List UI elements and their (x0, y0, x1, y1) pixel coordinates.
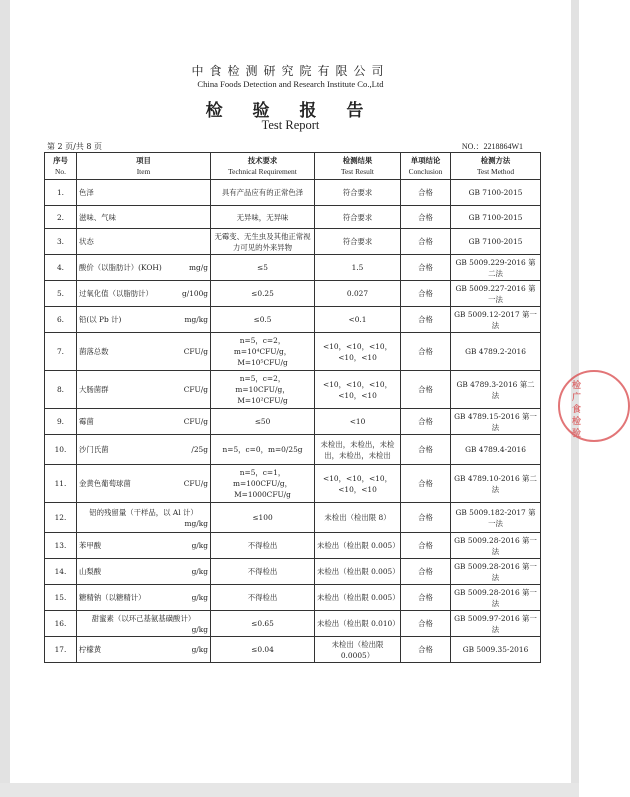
report-title-en: Test Report (261, 118, 320, 132)
page-number: 第 2 页/共 8 页 (47, 142, 103, 151)
item-name: 色泽 (79, 188, 94, 197)
cell-result: 未检出（检出限 0.005） (315, 533, 401, 559)
item-name: 菌落总数 (79, 347, 109, 356)
item-name: 山梨酸 (79, 567, 102, 576)
item-unit: g/kg (191, 593, 208, 602)
cell-conclusion: 合格 (401, 229, 451, 255)
item-unit: mg/kg (184, 518, 208, 528)
cell-item (77, 611, 211, 637)
table-row (45, 559, 541, 585)
cell-conclusion: 合格 (401, 409, 451, 435)
item-name: 滋味、气味 (79, 212, 116, 222)
cell-no: 16. (45, 611, 77, 637)
item-unit: g/kg (191, 645, 208, 654)
item-name: 糖精钠（以糖精计） (79, 593, 146, 602)
item-name: 状态 (79, 237, 94, 246)
table-row (45, 229, 541, 255)
cell-no: 7. (45, 333, 77, 371)
cell-result: 未检出，未检出，未检出，未检出，未检出 (315, 435, 401, 465)
cell-result: 符合要求 (315, 180, 401, 206)
cell-requirement: 具有产品应有的正常色泽 (211, 180, 315, 206)
cell-item (77, 533, 211, 559)
cell-result: <10，<10，<10，<10，<10 (315, 465, 401, 503)
cell-conclusion: 合格 (401, 180, 451, 206)
cell-requirement: 无异味，无异味 (211, 206, 315, 229)
cell-requirement: ≤0.65 (211, 611, 315, 637)
cell-requirement: n=5，c=1，m=100CFU/g，M=1000CFU/g (211, 465, 315, 503)
cell-conclusion: 合格 (401, 255, 451, 281)
cell-conclusion: 合格 (401, 206, 451, 229)
cell-result: 未检出（检出限 0.005） (315, 585, 401, 611)
cell-requirement: 无霉变、无生虫及其他正常视力可见的外来异物 (211, 229, 315, 255)
cell-method: GB 4789.4-2016 (451, 435, 541, 465)
item-name: 过氧化值（以脂肪计） (79, 289, 153, 298)
cell-conclusion: 合格 (401, 611, 451, 637)
cell-requirement: ≤0.5 (211, 307, 315, 333)
cell-method: GB 5009.28-2016 第一法 (451, 559, 541, 585)
header-method: 检测方法 Test Method (451, 153, 541, 180)
viewer-bottom-margin (0, 783, 579, 797)
table-row (45, 333, 541, 371)
item-unit: g/kg (191, 624, 208, 634)
cell-no: 6. (45, 307, 77, 333)
cell-method: GB 7100-2015 (451, 180, 541, 206)
item-name: 酸价（以脂肪计）(KOH) (79, 263, 162, 272)
cell-requirement: 不得检出 (211, 559, 315, 585)
cell-requirement: ≤5 (211, 255, 315, 281)
item-unit: mg/kg (184, 315, 208, 324)
stamp-text: 检 广 食 检 验 (572, 381, 582, 439)
cell-conclusion: 合格 (401, 333, 451, 371)
cell-no: 10. (45, 435, 77, 465)
cell-item (77, 585, 211, 611)
cell-conclusion: 合格 (401, 435, 451, 465)
cell-no: 2. (45, 206, 77, 229)
table-row (45, 180, 541, 206)
cell-no: 11. (45, 465, 77, 503)
cell-result: 0.027 (315, 281, 401, 307)
official-seal-stamp (558, 370, 630, 442)
table-row (45, 255, 541, 281)
report-title-cn: 检 验 报 告 (205, 101, 376, 121)
cell-conclusion: 合格 (401, 465, 451, 503)
table-row (45, 637, 541, 663)
table-row (45, 281, 541, 307)
cell-item (77, 371, 211, 409)
header-item: 项目 Item (77, 153, 211, 180)
table-row (45, 611, 541, 637)
company-name-en: China Foods Detection and Research Institute Co.,Ltd (197, 79, 384, 89)
cell-requirement: ≤0.04 (211, 637, 315, 663)
cell-method: GB 5009.28-2016 第一法 (451, 585, 541, 611)
cell-item (77, 180, 211, 206)
cell-item (77, 307, 211, 333)
cell-item (77, 229, 211, 255)
cell-result: 未检出（检出限 0.005） (315, 559, 401, 585)
cell-item (77, 255, 211, 281)
cell-result: 符合要求 (315, 206, 401, 229)
cell-no: 17. (45, 637, 77, 663)
item-unit: g/kg (191, 567, 208, 576)
table-row (45, 307, 541, 333)
cell-item (77, 206, 211, 229)
header-requirement: 技术要求 Technical Requirement (211, 153, 315, 180)
cell-item (77, 409, 211, 435)
cell-no: 4. (45, 255, 77, 281)
cell-no: 12. (45, 503, 77, 533)
cell-conclusion: 合格 (401, 503, 451, 533)
item-name: 苯甲酸 (79, 541, 102, 550)
cell-result: 未检出（检出限 0.010） (315, 611, 401, 637)
item-unit: g/100g (181, 289, 208, 298)
table-row (45, 409, 541, 435)
cell-item (77, 333, 211, 371)
cell-method: GB 5009.182-2017 第一法 (451, 503, 541, 533)
cell-conclusion: 合格 (401, 533, 451, 559)
item-name: 沙门氏菌 (79, 445, 109, 454)
cell-requirement: 不得检出 (211, 533, 315, 559)
item-unit: CFU/g (183, 479, 208, 488)
cell-no: 3. (45, 229, 77, 255)
cell-item (77, 435, 211, 465)
cell-method: GB 5009.227-2016 第一法 (451, 281, 541, 307)
cell-item (77, 465, 211, 503)
cell-requirement: 不得检出 (211, 585, 315, 611)
item-unit: g/kg (191, 541, 208, 550)
item-name: 金黄色葡萄球菌 (79, 479, 131, 488)
cell-method: GB 4789.3-2016 第二法 (451, 371, 541, 409)
item-name: 甜蜜素（以环己基氨基磺酸计） (91, 613, 196, 623)
cell-method: GB 5009.28-2016 第一法 (451, 533, 541, 559)
header-result: 检测结果 Test Result (315, 153, 401, 180)
cell-result: <10，<10，<10，<10，<10 (315, 333, 401, 371)
cell-conclusion: 合格 (401, 559, 451, 585)
item-unit: /25g (191, 445, 208, 454)
company-name-cn: 中食检测研究院有限公司 (191, 64, 390, 78)
cell-item (77, 559, 211, 585)
cell-result: <0.1 (315, 307, 401, 333)
item-unit: mg/g (189, 263, 208, 272)
cell-result: 符合要求 (315, 229, 401, 255)
cell-method: GB 7100-2015 (451, 206, 541, 229)
table-row (45, 206, 541, 229)
cell-requirement: ≤50 (211, 409, 315, 435)
cell-result: <10 (315, 409, 401, 435)
cell-method: GB 5009.97-2016 第一法 (451, 611, 541, 637)
table-row (45, 435, 541, 465)
cell-conclusion: 合格 (401, 585, 451, 611)
cell-conclusion: 合格 (401, 307, 451, 333)
cell-method: GB 5009.35-2016 (451, 637, 541, 663)
cell-item (77, 281, 211, 307)
cell-requirement: n=5，c=2，m=10⁴CFU/g，M=10⁵CFU/g (211, 333, 315, 371)
cell-item (77, 503, 211, 533)
header-conclusion: 单项结论 Conclusion (401, 153, 451, 180)
table-row (45, 465, 541, 503)
cell-no: 8. (45, 371, 77, 409)
report-number: NO.：2218864W1 (461, 142, 523, 151)
cell-no: 9. (45, 409, 77, 435)
cell-method: GB 5009.229-2016 第二法 (451, 255, 541, 281)
cell-method: GB 4789.10-2016 第二法 (451, 465, 541, 503)
item-name: 铅(以 Pb 计) (79, 315, 122, 324)
cell-requirement: ≤100 (211, 503, 315, 533)
cell-no: 13. (45, 533, 77, 559)
cell-method: GB 4789.2-2016 (451, 333, 541, 371)
cell-item (77, 637, 211, 663)
cell-result: 未检出（检出限 0.0005） (315, 637, 401, 663)
cell-requirement: n=5，c=2，m=10CFU/g，M=10²CFU/g (211, 371, 315, 409)
cell-conclusion: 合格 (401, 281, 451, 307)
item-unit: CFU/g (183, 385, 208, 394)
cell-requirement: n=5，c=0，m=0/25g (211, 435, 315, 465)
item-name: 柠檬黄 (79, 645, 102, 654)
viewer-left-margin (0, 0, 10, 797)
cell-result: 未检出（检出限 8） (315, 503, 401, 533)
table-row (45, 585, 541, 611)
item-name: 铝的残留量（干样品，以 Al 计） (89, 507, 198, 517)
item-name: 大肠菌群 (79, 385, 109, 394)
cell-method: GB 4789.15-2016 第一法 (451, 409, 541, 435)
item-unit: CFU/g (183, 347, 208, 356)
report-page (10, 0, 582, 783)
cell-result: 1.5 (315, 255, 401, 281)
cell-method: GB 5009.12-2017 第一法 (451, 307, 541, 333)
table-row (45, 533, 541, 559)
cell-no: 14. (45, 559, 77, 585)
test-results-table (44, 152, 541, 663)
cell-conclusion: 合格 (401, 371, 451, 409)
cell-requirement: ≤0.25 (211, 281, 315, 307)
cell-conclusion: 合格 (401, 637, 451, 663)
item-unit: CFU/g (183, 417, 208, 426)
table-header-row (45, 153, 541, 180)
header-no: 序号 No. (45, 153, 77, 180)
table-row (45, 503, 541, 533)
cell-no: 15. (45, 585, 77, 611)
cell-no: 5. (45, 281, 77, 307)
table-row (45, 371, 541, 409)
cell-result: <10，<10，<10，<10，<10 (315, 371, 401, 409)
cell-method: GB 7100-2015 (451, 229, 541, 255)
item-name: 霉菌 (79, 417, 94, 426)
cell-no: 1. (45, 180, 77, 206)
